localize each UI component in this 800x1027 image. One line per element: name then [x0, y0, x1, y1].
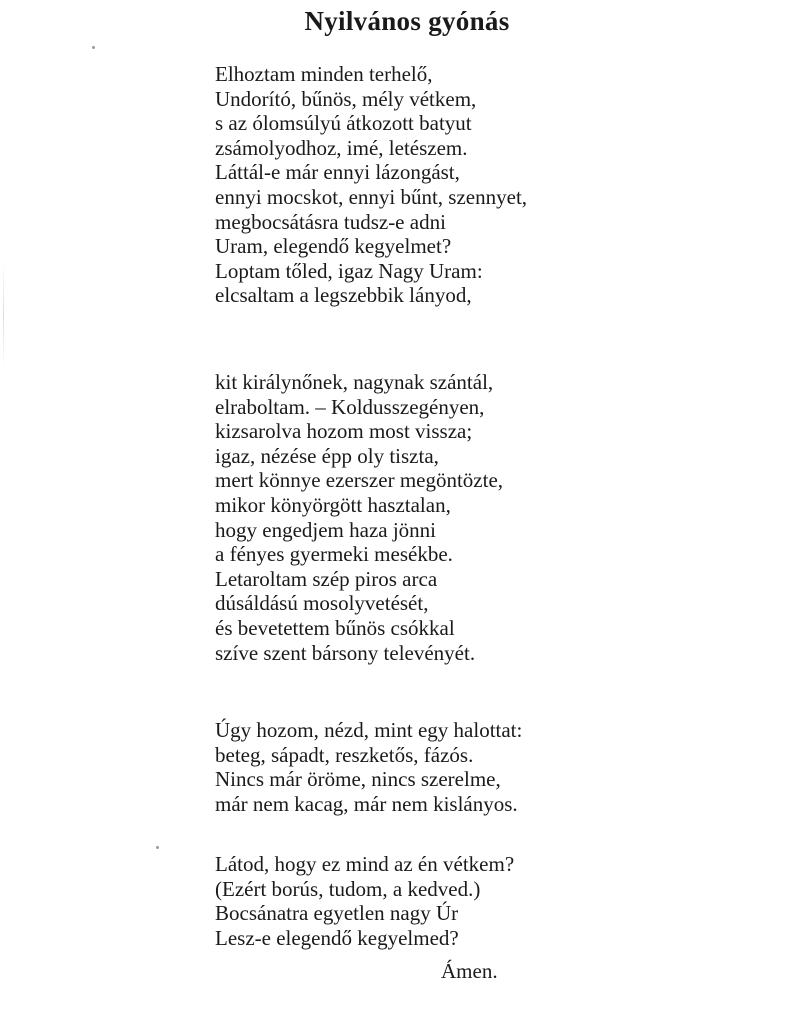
stanza-2	[215, 370, 503, 665]
poem-line: Undorító, bűnös, mély vétkem,	[215, 86, 477, 111]
poem-title: Nyilvános gyónás	[304, 6, 510, 36]
poem-line: elcsaltam a legszebbik lányod,	[215, 283, 472, 308]
poem-line: Látod, hogy ez mind az én vétkem?	[215, 852, 515, 876]
poem-line: elraboltam. – Koldusszegényen,	[215, 394, 485, 419]
scan-edge-shadow	[3, 260, 4, 370]
poem-line: és bevetettem bűnös csókkal	[215, 615, 455, 640]
poem-closing: Ámen.	[441, 959, 498, 983]
poem-line: kit királynőnek, nagynak szántál,	[215, 370, 494, 394]
poem-line: Bocsánatra egyetlen nagy Úr	[215, 901, 459, 926]
poem-line: Letaroltam szép piros arca	[215, 566, 438, 591]
stanza-4	[215, 852, 514, 950]
poem-line: a fényes gyermeki mesékbe.	[215, 542, 453, 567]
poem-line: (Ezért borús, tudom, a kedved.)	[215, 876, 481, 901]
scan-speck	[92, 46, 95, 49]
poem-line: s az ólomsúlyú átkozott batyut	[215, 111, 472, 136]
poem-line: ennyi mocskot, ennyi bűnt, szennyet,	[215, 184, 528, 209]
poem-line: kizsarolva hozom most vissza;	[215, 419, 473, 444]
poem-line: megbocsátásra tudsz-e adni	[215, 209, 446, 234]
poem-line: mert könnye ezerszer megöntözte,	[215, 468, 504, 493]
poem-line: mikor könyörgött hasztalan,	[215, 492, 451, 517]
poem-line: Elhoztam minden terhelő,	[215, 62, 433, 86]
poem-line: Uram, elegendő kegyelmet?	[215, 234, 452, 259]
poem-line: Loptam tőled, igaz Nagy Uram:	[215, 258, 483, 283]
poem-line: Lesz-e elegendő kegyelmed?	[215, 925, 459, 950]
poem-line: igaz, nézése épp oly tiszta,	[215, 443, 439, 468]
poem-line: dúsáldású mosolyvetését,	[215, 591, 429, 616]
stanza-3	[215, 718, 522, 816]
poem-line: zsámolyodhoz, imé, letészem.	[215, 135, 468, 160]
poem-line: beteg, sápadt, reszketős, fázós.	[215, 742, 474, 767]
poem-line: már nem kacag, már nem kislányos.	[215, 791, 518, 816]
poem-line: hogy engedjem haza jönni	[215, 517, 437, 542]
scan-speck	[156, 846, 159, 849]
stanza-1	[215, 62, 527, 308]
poem-line: szíve szent bársony televényét.	[215, 640, 476, 665]
poem-line: Nincs már öröme, nincs szerelme,	[215, 767, 501, 792]
poem-line: Úgy hozom, nézd, mint egy halottat:	[215, 718, 523, 742]
poem-line: Láttál-e már ennyi lázongást,	[215, 160, 460, 185]
